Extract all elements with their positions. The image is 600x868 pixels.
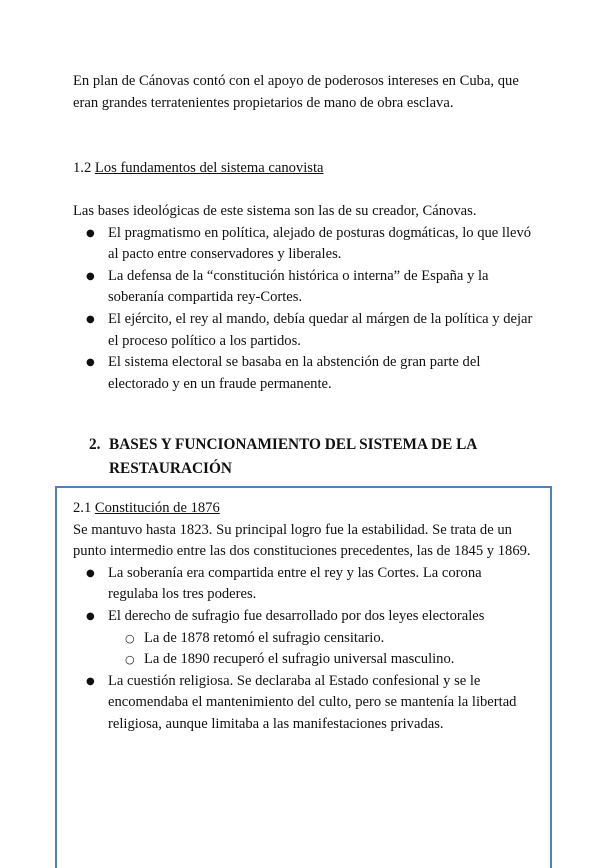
section-2-1-content [73, 498, 535, 736]
list-item: ● La defensa de la “constitución histórica o interna” de España y la soberanía compartida rey-Cortes. [73, 266, 533, 309]
list-item: ● El sistema electoral se basaba en la abstención de gran parte del electorado y en un fraude permanente. [73, 352, 533, 395]
list-item: ● La soberanía era compartida entre el rey y las Cortes. La corona regulaba los tres poderes. [73, 563, 535, 606]
list-item: ● El ejército, el rey al mando, debía quedar al márgen de la política y dejar el proceso político a los partidos. [73, 309, 533, 352]
section-2-1-bullet-list [73, 563, 535, 736]
section-2-title: BASES Y FUNCIONAMIENTO DEL SISTEMA DE LA RESTAURACIÓN [109, 436, 477, 477]
list-item: ● El pragmatismo en política, alejado de posturas dogmáticas, lo que llevó al pacto entre conservadores y liberales. [73, 223, 533, 266]
section-2-1-title: Constitución de 1876 [94, 500, 220, 516]
sub-list-item: ○ La de 1890 recuperó el sufragio universal masculino. [108, 649, 535, 671]
list-item-text: El derecho de sufragio fue desarrollado por dos leyes electorales [108, 607, 485, 624]
sub-list-item: ○ La de 1878 retomó el sufragio censitario. [108, 628, 535, 650]
list-item [73, 606, 535, 671]
section-1-2-bullet-list [73, 223, 533, 396]
section-1-2-lead: Las bases ideológicas de este sistema son las de su creador, Cánovas. [73, 203, 477, 219]
section-2-1-lead: Se mantuvo hasta 1823. Su principal logro fue la estabilidad. Se trata de un punto intermedio entre las dos constituciones precedentes, las de 1845 y 1869. [73, 521, 531, 560]
section-2-heading [89, 433, 529, 481]
section-1-2-body [73, 201, 533, 395]
section-2-1-heading [73, 498, 535, 520]
intro-paragraph: En plan de Cánovas contó con el apoyo de poderosos intereses en Cuba, que eran grandes terratenientes propietarios de mano de obra esclava. [73, 73, 519, 111]
section-2-1-number: 2.1 [73, 500, 92, 516]
section-2-number: 2. [89, 436, 101, 453]
sub-bullet-list [108, 628, 535, 671]
section-1-2-number: 1.2 [73, 160, 92, 176]
section-1-2-title: Los fundamentos del sistema canovista [94, 160, 324, 176]
section-2-1-box [55, 486, 552, 868]
section-1-2-heading [73, 158, 533, 180]
list-item: ● La cuestión religiosa. Se declaraba al Estado confesional y se le encomendaba el mantenimiento del culto, pero se mantenía la libertad religiosa, aunque limitaba a las manifestaciones privadas. [73, 671, 535, 736]
